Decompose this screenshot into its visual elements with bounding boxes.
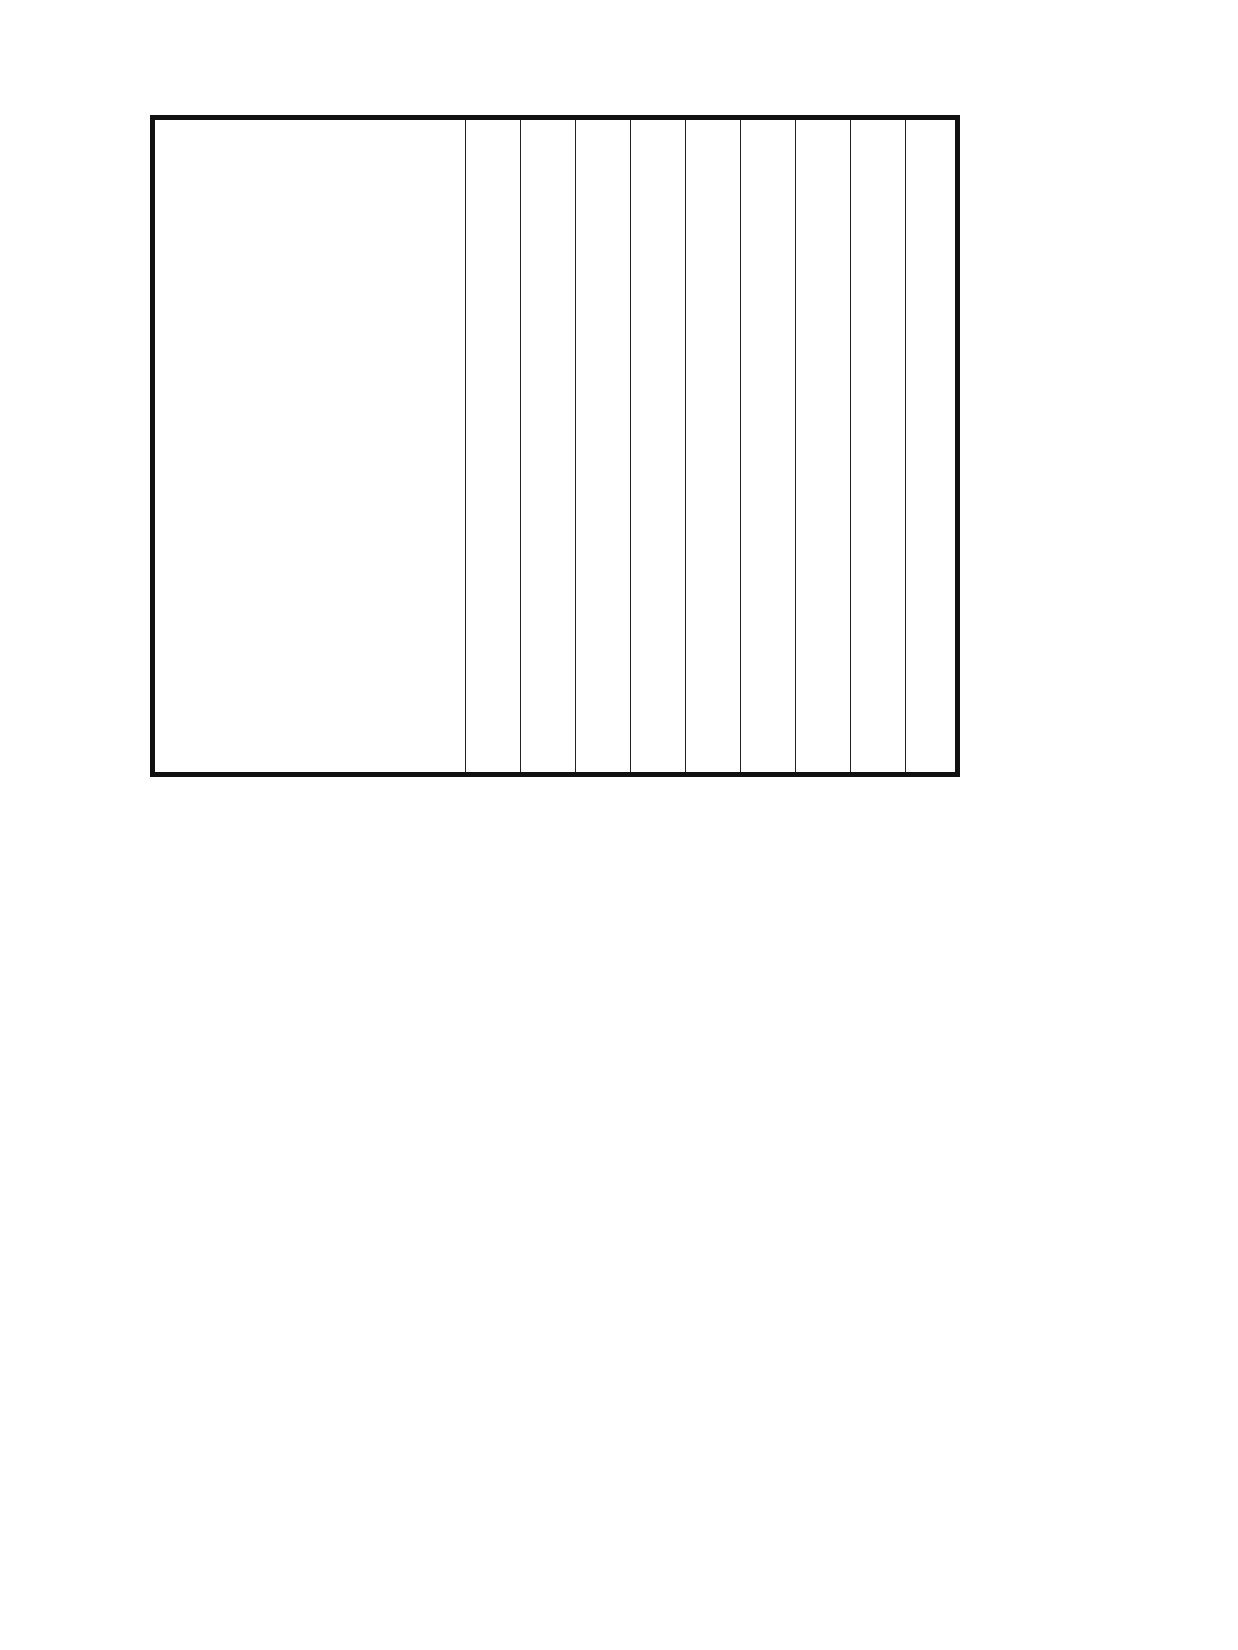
- top-page-panel: [150, 115, 960, 777]
- text-column: [905, 120, 960, 772]
- text-column: [465, 120, 520, 772]
- text-column: [575, 120, 630, 772]
- text-column: [740, 120, 795, 772]
- text-column: [795, 120, 850, 772]
- text-column: [685, 120, 740, 772]
- text-column: [520, 120, 575, 772]
- text-column: [850, 120, 905, 772]
- text-column: [630, 120, 685, 772]
